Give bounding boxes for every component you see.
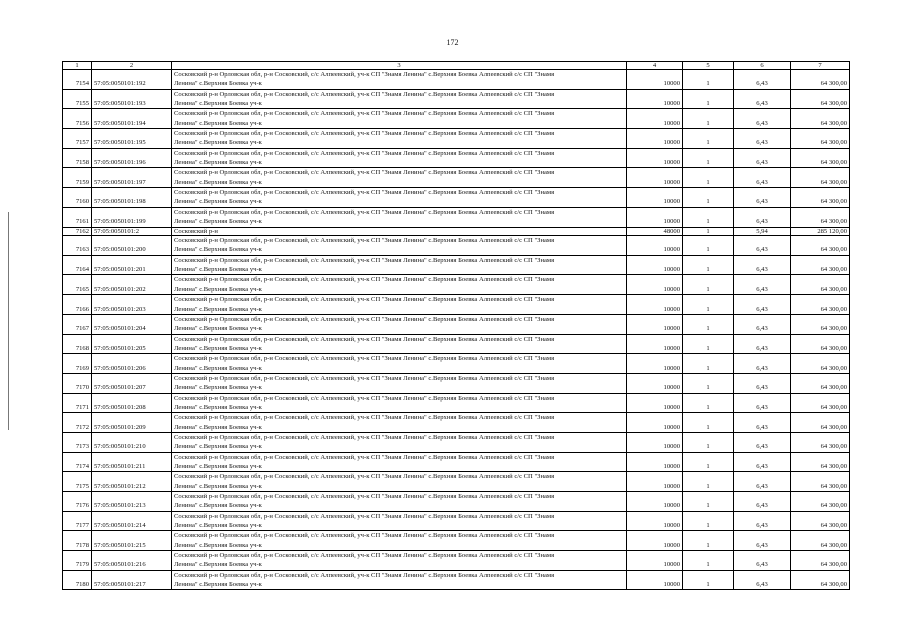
cadastral-number: 57:05:0050101:201: [92, 255, 172, 275]
location-line-2: Ленина" с.Верхняя Боевка уч-к: [174, 218, 262, 226]
total-value: 64 300,00: [791, 148, 850, 168]
location-line-2: Ленина" с.Верхняя Боевка уч-к: [174, 178, 262, 186]
location-line-1: Сосковский р-н Орловская обл, р-н Сосковский, с/с Алпеевский, уч-к СП "Знамя Ленина" с.Верхняя Боевка Алпеевский с/с СП "Знамя: [174, 512, 555, 520]
location-description: [172, 227, 627, 236]
unit-price-value: 6,43: [734, 551, 791, 571]
table-row: [63, 452, 850, 472]
quantity-value: 1: [683, 314, 734, 334]
location-line-1: Сосковский р-н Орловская обл, р-н Сосковский, с/с Алпеевский, уч-к СП "Знамя Ленина" с.Верхняя Боевка Алпеевский с/с СП "Знамя: [174, 256, 555, 264]
quantity-value: 1: [683, 148, 734, 168]
area-value: 10000: [627, 452, 683, 472]
table-row: [63, 236, 850, 256]
row-number: 7160: [63, 188, 92, 208]
quantity-value: 1: [683, 354, 734, 374]
location-line-1: Сосковский р-н Орловская обл, р-н Сосковский, с/с Алпеевский, уч-к СП "Знамя Ленина" с.Верхняя Боевка Алпеевский с/с СП "Знамя: [174, 571, 555, 579]
quantity-value: 1: [683, 70, 734, 90]
unit-price-value: 6,43: [734, 188, 791, 208]
location-description: [172, 393, 627, 413]
location-line-2: Ленина" с.Верхняя Боевка уч-к: [174, 541, 262, 549]
location-line-2: Ленина" с.Верхняя Боевка уч-к: [174, 305, 262, 313]
cadastral-number: 57:05:0050101:216: [92, 551, 172, 571]
row-number: 7158: [63, 148, 92, 168]
table-row: [63, 472, 850, 492]
unit-price-value: 6,43: [734, 531, 791, 551]
column-header-2: 2: [92, 62, 172, 70]
column-header-6: 6: [734, 62, 791, 70]
location-line-2: Ленина" с.Верхняя Боевка уч-к: [174, 423, 262, 431]
total-value: 64 300,00: [791, 452, 850, 472]
quantity-value: 1: [683, 109, 734, 129]
area-value: 10000: [627, 492, 683, 512]
location-line-2: Ленина" с.Верхняя Боевка уч-к: [174, 325, 262, 333]
row-number: 7179: [63, 551, 92, 571]
page-edge-rule: [8, 212, 9, 430]
area-value: 10000: [627, 129, 683, 149]
location-description: [172, 551, 627, 571]
location-line-2: Ленина" с.Верхняя Боевка уч-к: [174, 100, 262, 108]
location-line-2: Ленина" с.Верхняя Боевка уч-к: [174, 482, 262, 490]
quantity-value: 1: [683, 236, 734, 256]
total-value: 285 120,00: [791, 227, 850, 236]
page-number: 172: [446, 38, 459, 47]
table-row: [63, 207, 850, 227]
total-value: 64 300,00: [791, 393, 850, 413]
location-description: [172, 432, 627, 452]
location-line-2: Ленина" с.Верхняя Боевка уч-к: [174, 198, 262, 206]
row-number: 7166: [63, 295, 92, 315]
location-description: [172, 570, 627, 590]
total-value: 64 300,00: [791, 255, 850, 275]
location-line-1: Сосковский р-н Орловская обл, р-н Сосковский, с/с Алпеевский, уч-к СП "Знамя Ленина" с.Верхняя Боевка Алпеевский с/с СП "Знамя: [174, 374, 555, 382]
total-value: 64 300,00: [791, 373, 850, 393]
column-header-7: 7: [791, 62, 850, 70]
location-line-1: Сосковский р-н Орловская обл, р-н Сосковский, с/с Алпеевский, уч-к СП "Знамя Ленина" с.Верхняя Боевка Алпеевский с/с СП "Знамя: [174, 355, 555, 363]
location-description: [172, 354, 627, 374]
row-number: 7171: [63, 393, 92, 413]
table-row: [63, 551, 850, 571]
location-line-2: Ленина" с.Верхняя Боевка уч-к: [174, 344, 262, 352]
unit-price-value: 6,43: [734, 472, 791, 492]
quantity-value: 1: [683, 129, 734, 149]
cadastral-number: 57:05:0050101:196: [92, 148, 172, 168]
location-description: [172, 109, 627, 129]
total-value: 64 300,00: [791, 168, 850, 188]
row-number: 7169: [63, 354, 92, 374]
unit-price-value: 6,43: [734, 236, 791, 256]
unit-price-value: 6,43: [734, 511, 791, 531]
location-line-2: Ленина" с.Верхняя Боевка уч-к: [174, 463, 262, 470]
location-line-1: Сосковский р-н Орловская обл, р-н Сосковский, с/с Алпеевский, уч-к СП "Знамя Ленина" с.Верхняя Боевка Алпеевский с/с СП "Знамя: [174, 296, 555, 304]
area-value: 10000: [627, 570, 683, 590]
quantity-value: 1: [683, 511, 734, 531]
unit-price-value: 6,43: [734, 393, 791, 413]
total-value: 64 300,00: [791, 109, 850, 129]
location-line-1: Сосковский р-н Орловская обл, р-н Сосковский, с/с Алпеевский, уч-к СП "Знамя Ленина" с.Верхняя Боевка Алпеевский с/с СП "Знамя: [174, 237, 555, 245]
area-value: 10000: [627, 89, 683, 109]
location-line-1: Сосковский р-н Орловская обл, р-н Сосковский, с/с Алпеевский, уч-к СП "Знамя Ленина" с.Верхняя Боевка Алпеевский с/с СП "Знамя: [174, 552, 555, 560]
location-description: [172, 452, 627, 472]
unit-price-value: 6,43: [734, 452, 791, 472]
location-line-1: Сосковский р-н Орловская обл, р-н Сосковский, с/с Алпеевский, уч-к СП "Знамя Ленина" с.Верхняя Боевка Алпеевский с/с СП "Знамя: [174, 208, 555, 216]
area-value: 10000: [627, 393, 683, 413]
location-line-1: Сосковский р-н Орловская обл, р-н Сосковский, с/с Алпеевский, уч-к СП "Знамя Ленина" с.Верхняя Боевка Алпеевский с/с СП "Знамя: [174, 110, 555, 118]
column-header-5: 5: [683, 62, 734, 70]
quantity-value: 1: [683, 168, 734, 188]
quantity-value: 1: [683, 432, 734, 452]
location-line-1: Сосковский р-н Орловская обл, р-н Сосковский, с/с Алпеевский, уч-к СП "Знамя Ленина" с.Верхняя Боевка Алпеевский с/с СП "Знамя: [174, 90, 555, 98]
table-row: [63, 70, 850, 90]
total-value: 64 300,00: [791, 551, 850, 571]
table-row: [63, 188, 850, 208]
table-row: [63, 570, 850, 590]
quantity-value: 1: [683, 255, 734, 275]
location-line-2: Ленина" с.Верхняя Боевка уч-к: [174, 443, 262, 451]
cadastral-number: 57:05:0050101:2: [92, 227, 172, 236]
area-value: 10000: [627, 295, 683, 315]
area-value: 10000: [627, 275, 683, 295]
total-value: 64 300,00: [791, 295, 850, 315]
unit-price-value: 6,43: [734, 89, 791, 109]
row-number: 7167: [63, 314, 92, 334]
table-row: [63, 109, 850, 129]
location-description: [172, 531, 627, 551]
quantity-value: 1: [683, 492, 734, 512]
row-number: 7162: [63, 227, 92, 236]
quantity-value: 1: [683, 413, 734, 433]
cadastral-number: 57:05:0050101:210: [92, 432, 172, 452]
table-row: [63, 531, 850, 551]
table-row: [63, 314, 850, 334]
location-line-2: Ленина" с.Верхняя Боевка уч-к: [174, 285, 262, 293]
area-value: 10000: [627, 314, 683, 334]
cadastral-number: 57:05:0050101:217: [92, 570, 172, 590]
row-number: 7159: [63, 168, 92, 188]
unit-price-value: 6,43: [734, 413, 791, 433]
location-description: [172, 168, 627, 188]
cadastral-number: 57:05:0050101:208: [92, 393, 172, 413]
table-row: [63, 148, 850, 168]
location-line-1: Сосковский р-н Орловская обл, р-н Сосковский, с/с Алпеевский, уч-к СП "Знамя Ленина" с.Верхняя Боевка Алпеевский с/с СП "Знамя: [174, 189, 555, 197]
total-value: 64 300,00: [791, 129, 850, 149]
cadastral-number: 57:05:0050101:198: [92, 188, 172, 208]
location-line-1: Сосковский р-н Орловская обл, р-н Сосковский, с/с Алпеевский, уч-к СП "Знамя Ленина" с.Верхняя Боевка Алпеевский с/с СП "Знамя: [174, 473, 555, 481]
quantity-value: 1: [683, 188, 734, 208]
area-value: 10000: [627, 551, 683, 571]
cadastral-number: 57:05:0050101:195: [92, 129, 172, 149]
location-line-1: Сосковский р-н Орловская обл, р-н Сосковский, с/с Алпеевский, уч-к СП "Знамя Ленина" с.Верхняя Боевка Алпеевский с/с СП "Знамя: [174, 414, 555, 422]
location-description: [172, 492, 627, 512]
area-value: 10000: [627, 334, 683, 354]
total-value: 64 300,00: [791, 354, 850, 374]
cadastral-number: 57:05:0050101:212: [92, 472, 172, 492]
area-value: 10000: [627, 511, 683, 531]
total-value: 64 300,00: [791, 188, 850, 208]
unit-price-value: 6,43: [734, 168, 791, 188]
header-row: [63, 62, 850, 70]
unit-price-value: 6,43: [734, 354, 791, 374]
location-line-1: Сосковский р-н Орловская обл, р-н Сосковский, с/с Алпеевский, уч-к СП "Знамя Ленина" с.Верхняя Боевка Алпеевский с/с СП "Знамя: [174, 276, 555, 284]
row-number: 7168: [63, 334, 92, 354]
table-row: [63, 413, 850, 433]
cadastral-number: 57:05:0050101:202: [92, 275, 172, 295]
row-number: 7157: [63, 129, 92, 149]
cadastral-number: 57:05:0050101:205: [92, 334, 172, 354]
location-line-1: Сосковский р-н Орловская обл, р-н Сосковский, с/с Алпеевский, уч-к СП "Знамя Ленина" с.Верхняя Боевка Алпеевский с/с СП "Знамя: [174, 335, 555, 343]
location-line-1: Сосковский р-н Орловская обл, р-н Сосковский, с/с Алпеевский, уч-к СП "Знамя Ленина" с.Верхняя Боевка Алпеевский с/с СП "Знамя: [174, 433, 555, 441]
land-registry-table: [62, 61, 850, 590]
location-line-2: Ленина" с.Верхняя Боевка уч-к: [174, 266, 262, 274]
area-value: 10000: [627, 354, 683, 374]
total-value: 64 300,00: [791, 207, 850, 227]
row-number: 7174: [63, 452, 92, 472]
cadastral-number: 57:05:0050101:200: [92, 236, 172, 256]
quantity-value: 1: [683, 570, 734, 590]
total-value: 64 300,00: [791, 236, 850, 256]
location-description: [172, 188, 627, 208]
unit-price-value: 6,43: [734, 109, 791, 129]
cadastral-number: 57:05:0050101:197: [92, 168, 172, 188]
row-number: 7154: [63, 70, 92, 90]
area-value: 10000: [627, 70, 683, 90]
row-number: 7156: [63, 109, 92, 129]
unit-price-value: 6,43: [734, 129, 791, 149]
area-value: 10000: [627, 413, 683, 433]
quantity-value: 1: [683, 207, 734, 227]
row-number: 7173: [63, 432, 92, 452]
location-line-1: Сосковский р-н Орловская обл, р-н Сосковский, с/с Алпеевский, уч-к СП "Знамя Ленина" с.Верхняя Боевка Алпеевский с/с СП "Знамя: [174, 493, 555, 501]
location-description: [172, 275, 627, 295]
table-row: [63, 275, 850, 295]
unit-price-value: 5,94: [734, 227, 791, 236]
location-description: [172, 413, 627, 433]
location-line-2: Ленина" с.Верхняя Боевка уч-к: [174, 246, 262, 254]
row-number: 7176: [63, 492, 92, 512]
total-value: 64 300,00: [791, 275, 850, 295]
location-description: [172, 255, 627, 275]
location-line-1: Сосковский р-н Орловская обл, р-н Сосковский, с/с Алпеевский, уч-к СП "Знамя Ленина" с.Верхняя Боевка Алпеевский с/с СП "Знамя: [174, 169, 555, 177]
area-value: 10000: [627, 188, 683, 208]
area-value: 10000: [627, 472, 683, 492]
total-value: 64 300,00: [791, 492, 850, 512]
cadastral-number: 57:05:0050101:192: [92, 70, 172, 90]
table-row: [63, 168, 850, 188]
row-number: 7155: [63, 89, 92, 109]
table-row: [63, 227, 850, 236]
location-line-1: Сосковский р-н Орловская обл, р-н Сосковский, с/с Алпеевский, уч-к СП "Знамя Ленина" с.Верхняя Боевка Алпеевский с/с СП "Знамя: [174, 315, 555, 323]
total-value: 64 300,00: [791, 472, 850, 492]
cadastral-number: 57:05:0050101:199: [92, 207, 172, 227]
area-value: 10000: [627, 373, 683, 393]
row-number: 7177: [63, 511, 92, 531]
table-row: [63, 89, 850, 109]
table-row: [63, 295, 850, 315]
row-number: 7180: [63, 570, 92, 590]
location-description: [172, 511, 627, 531]
area-value: 10000: [627, 432, 683, 452]
table-row: [63, 373, 850, 393]
unit-price-value: 6,43: [734, 295, 791, 315]
column-header-4: 4: [627, 62, 683, 70]
table-row: [63, 334, 850, 354]
location-line-1: Сосковский р-н Орловская обл, р-н Сосковский, с/с Алпеевский, уч-к СП "Знамя Ленина" с.Верхняя Боевка Алпеевский с/с СП "Знамя: [174, 394, 555, 402]
unit-price-value: 6,43: [734, 70, 791, 90]
location-line-2: Ленина" с.Верхняя Боевка уч-к: [174, 502, 262, 510]
quantity-value: 1: [683, 452, 734, 472]
location-line-2: Ленина" с.Верхняя Боевка уч-к: [174, 364, 262, 372]
location-description: [172, 295, 627, 315]
quantity-value: 1: [683, 551, 734, 571]
unit-price-value: 6,43: [734, 275, 791, 295]
table-body: [63, 70, 850, 590]
location-line-1: Сосковский р-н: [174, 227, 218, 235]
row-number: 7163: [63, 236, 92, 256]
location-line-2: Ленина" с.Верхняя Боевка уч-к: [174, 581, 262, 589]
cadastral-number: 57:05:0050101:194: [92, 109, 172, 129]
location-line-1: Сосковский р-н Орловская обл, р-н Сосковский, с/с Алпеевский, уч-к СП "Знамя Ленина" с.Верхняя Боевка Алпеевский с/с СП "Знамя: [174, 71, 555, 78]
location-line-1: Сосковский р-н Орловская обл, р-н Сосковский, с/с Алпеевский, уч-к СП "Знамя Ленина" с.Верхняя Боевка Алпеевский с/с СП "Знамя: [174, 149, 555, 157]
location-description: [172, 207, 627, 227]
location-description: [172, 129, 627, 149]
unit-price-value: 6,43: [734, 255, 791, 275]
unit-price-value: 6,43: [734, 148, 791, 168]
location-line-2: Ленина" с.Верхняя Боевка уч-к: [174, 139, 262, 147]
area-value: 10000: [627, 255, 683, 275]
location-line-2: Ленина" с.Верхняя Боевка уч-к: [174, 384, 262, 392]
area-value: 10000: [627, 168, 683, 188]
cadastral-number: 57:05:0050101:206: [92, 354, 172, 374]
location-line-2: Ленина" с.Верхняя Боевка уч-к: [174, 561, 262, 569]
total-value: 64 300,00: [791, 531, 850, 551]
location-line-2: Ленина" с.Верхняя Боевка уч-к: [174, 119, 262, 127]
quantity-value: 1: [683, 472, 734, 492]
location-line-1: Сосковский р-н Орловская обл, р-н Сосковский, с/с Алпеевский, уч-к СП "Знамя Ленина" с.Верхняя Боевка Алпеевский с/с СП "Знамя: [174, 130, 555, 138]
location-description: [172, 472, 627, 492]
area-value: 10000: [627, 207, 683, 227]
table-row: [63, 492, 850, 512]
total-value: 64 300,00: [791, 432, 850, 452]
table-row: [63, 432, 850, 452]
location-line-1: Сосковский р-н Орловская обл, р-н Сосковский, с/с Алпеевский, уч-к СП "Знамя Ленина" с.Верхняя Боевка Алпеевский с/с СП "Знамя: [174, 453, 555, 461]
quantity-value: 1: [683, 393, 734, 413]
cadastral-number: 57:05:0050101:215: [92, 531, 172, 551]
location-description: [172, 148, 627, 168]
location-line-1: Сосковский р-н Орловская обл, р-н Сосковский, с/с Алпеевский, уч-к СП "Знамя Ленина" с.Верхняя Боевка Алпеевский с/с СП "Знамя: [174, 532, 555, 540]
location-line-2: Ленина" с.Верхняя Боевка уч-к: [174, 403, 262, 411]
location-description: [172, 70, 627, 90]
row-number: 7175: [63, 472, 92, 492]
cadastral-number: 57:05:0050101:207: [92, 373, 172, 393]
row-number: 7164: [63, 255, 92, 275]
quantity-value: 1: [683, 531, 734, 551]
table-row: [63, 511, 850, 531]
quantity-value: 1: [683, 89, 734, 109]
area-value: 10000: [627, 109, 683, 129]
location-line-2: Ленина" с.Верхняя Боевка уч-к: [174, 80, 262, 88]
table-row: [63, 255, 850, 275]
column-header-1: 1: [63, 62, 92, 70]
row-number: 7161: [63, 207, 92, 227]
total-value: 64 300,00: [791, 70, 850, 90]
location-description: [172, 89, 627, 109]
area-value: 10000: [627, 148, 683, 168]
total-value: 64 300,00: [791, 413, 850, 433]
area-value: 48000: [627, 227, 683, 236]
table-row: [63, 129, 850, 149]
quantity-value: 1: [683, 373, 734, 393]
location-description: [172, 334, 627, 354]
column-header-3: 3: [172, 62, 627, 70]
cadastral-number: 57:05:0050101:204: [92, 314, 172, 334]
cadastral-number: 57:05:0050101:209: [92, 413, 172, 433]
unit-price-value: 6,43: [734, 334, 791, 354]
table-header: [63, 62, 850, 70]
row-number: 7170: [63, 373, 92, 393]
total-value: 64 300,00: [791, 314, 850, 334]
location-description: [172, 314, 627, 334]
location-line-2: Ленина" с.Верхняя Боевка уч-к: [174, 522, 262, 530]
unit-price-value: 6,43: [734, 373, 791, 393]
unit-price-value: 6,43: [734, 207, 791, 227]
cadastral-number: 57:05:0050101:193: [92, 89, 172, 109]
unit-price-value: 6,43: [734, 314, 791, 334]
total-value: 64 300,00: [791, 570, 850, 590]
quantity-value: 1: [683, 275, 734, 295]
table-row: [63, 393, 850, 413]
cadastral-number: 57:05:0050101:214: [92, 511, 172, 531]
cadastral-number: 57:05:0050101:211: [92, 452, 172, 472]
location-line-2: Ленина" с.Верхняя Боевка уч-к: [174, 159, 262, 167]
unit-price-value: 6,43: [734, 432, 791, 452]
location-description: [172, 373, 627, 393]
area-value: 10000: [627, 531, 683, 551]
area-value: 10000: [627, 236, 683, 256]
cadastral-number: 57:05:0050101:213: [92, 492, 172, 512]
location-description: [172, 236, 627, 256]
quantity-value: 1: [683, 334, 734, 354]
table-row: [63, 354, 850, 374]
quantity-value: 1: [683, 227, 734, 236]
row-number: 7172: [63, 413, 92, 433]
cadastral-number: 57:05:0050101:203: [92, 295, 172, 315]
unit-price-value: 6,43: [734, 570, 791, 590]
total-value: 64 300,00: [791, 89, 850, 109]
quantity-value: 1: [683, 295, 734, 315]
total-value: 64 300,00: [791, 334, 850, 354]
unit-price-value: 6,43: [734, 492, 791, 512]
row-number: 7178: [63, 531, 92, 551]
total-value: 64 300,00: [791, 511, 850, 531]
row-number: 7165: [63, 275, 92, 295]
